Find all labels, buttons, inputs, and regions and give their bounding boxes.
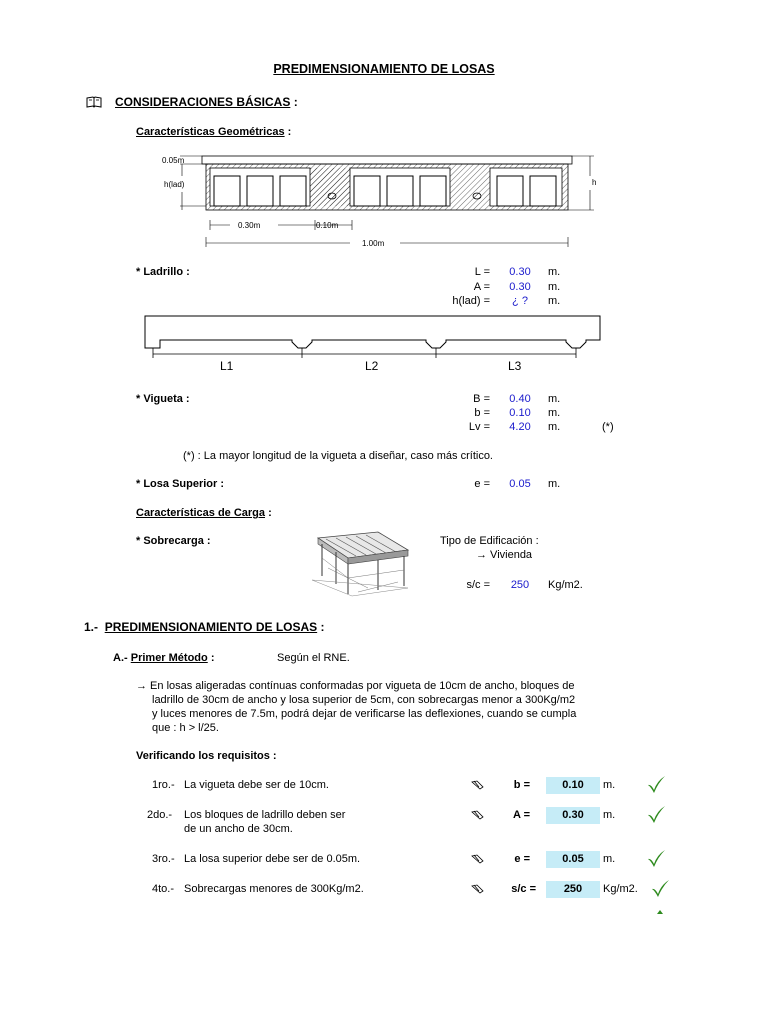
section1-colon: : [320, 620, 325, 634]
paragraph-line-3: y luces menores de 7.5m, podrá dejar de verificarse las deflexiones, cuando se cumpla [152, 708, 577, 720]
req4-text: Sobrecargas menores de 300Kg/m2. [184, 883, 364, 895]
losa-superior-name: e = [474, 478, 490, 490]
req2-num: 2do.- [147, 809, 173, 821]
metodo-colon: : [210, 652, 215, 664]
pointer-icon [471, 854, 485, 867]
req4-value: 250 [546, 881, 600, 898]
req4-num: 4to.- [152, 883, 175, 895]
geom-heading-label: Características Geométricas [136, 126, 285, 138]
ladrillo-A-unit: m. [548, 281, 561, 293]
paragraph-line-2: ladrillo de 30cm de ancho y losa superior de 5cm, con sobrecargas menor a 300Kg/m2 [152, 694, 576, 706]
req2-text2: de un ancho de 30cm. [184, 823, 293, 835]
check-icon [650, 878, 670, 901]
paragraph-line-1: → En losas aligeradas contínuas conformadas por vigueta de 10cm de ancho, bloques de [136, 680, 575, 692]
check-icon [646, 804, 666, 827]
metodo-label: Primer Método [130, 652, 208, 664]
ladrillo-hlad-value: ¿ ? [512, 295, 528, 307]
losa-superior-label: * Losa Superior : [136, 478, 225, 490]
pointer-icon [471, 780, 485, 793]
sc-value: 250 [510, 579, 530, 591]
vigueta-Lv-name: Lv = [468, 421, 490, 433]
section1-label: PREDIMENSIONAMIENTO DE LOSAS [104, 620, 318, 634]
req2-text: Los bloques de ladrillo deben ser [184, 809, 346, 821]
vigueta-Lv-note: (*) [602, 421, 614, 433]
req2-var: A = [512, 809, 530, 821]
losa-superior-unit: m. [548, 478, 561, 490]
sc-name: s/c = [466, 579, 490, 591]
ladrillo-L-value: 0.30 [509, 266, 531, 278]
dim-h: h [592, 178, 597, 187]
req3-num: 3ro.- [152, 853, 175, 865]
vigueta-B-unit: m. [548, 393, 561, 405]
vigueta-B-name: B = [473, 393, 490, 405]
dim-030: 0.30m [238, 221, 261, 230]
req3-text: La losa superior debe ser de 0.05m. [184, 853, 361, 865]
metodo-heading [113, 652, 214, 664]
span-l3: L3 [508, 359, 522, 373]
section1-heading [84, 620, 325, 634]
vigueta-label: * Vigueta : [136, 393, 190, 405]
slab-cross-section [150, 148, 610, 253]
ladrillo-hlad-name: h(lad) = [452, 295, 490, 307]
geom-heading [136, 126, 291, 138]
span-l1: L1 [220, 359, 234, 373]
carga-heading-colon: : [268, 507, 272, 519]
section1-number: 1.- [84, 620, 99, 634]
consideraciones-label: CONSIDERACIONES BÁSICAS [115, 95, 291, 109]
ladrillo-L-unit: m. [548, 266, 561, 278]
sc-unit: Kg/m2. [548, 579, 583, 591]
req1-text: La vigueta debe ser de 10cm. [184, 779, 329, 791]
metodo-prefix: A.- [113, 652, 128, 664]
pointer-icon [471, 810, 485, 823]
span-l2: L2 [365, 359, 379, 373]
req3-var: e = [514, 853, 530, 865]
req1-value: 0.10 [546, 777, 600, 794]
carga-heading [136, 507, 272, 519]
vigueta-footnote: (*) : La mayor longitud de la vigueta a diseñar, caso más crítico. [183, 450, 493, 462]
tipo-edificacion-label: Tipo de Edificación : [440, 535, 539, 547]
vigueta-b-unit: m. [548, 407, 561, 419]
ladrillo-L-name: L = [474, 266, 490, 278]
pointer-icon [471, 884, 485, 897]
dim-hlad: h(lad) [164, 180, 185, 189]
req3-value: 0.05 [546, 851, 600, 868]
carga-heading-label: Características de Carga [136, 507, 266, 519]
building-sketch-image [308, 528, 412, 598]
paragraph-line-4: que : h > l/25. [152, 722, 219, 734]
dim-005: 0.05m [162, 156, 185, 165]
consideraciones-heading [115, 95, 298, 109]
dim-100: 1.00m [362, 239, 385, 248]
verif-heading: Verificando los requisitos : [136, 750, 277, 762]
sobrecarga-label: * Sobrecarga : [136, 535, 211, 547]
ladrillo-A-value: 0.30 [509, 281, 531, 293]
req1-var: b = [513, 779, 530, 791]
vigueta-b-name: b = [474, 407, 490, 419]
vigueta-Lv-value: 4.20 [509, 421, 531, 433]
ladrillo-A-name: A = [473, 281, 490, 293]
check-fragment-icon [656, 906, 664, 918]
dim-010: 0.10m [316, 221, 339, 230]
consideraciones-colon: : [293, 95, 298, 109]
req4-unit: Kg/m2. [603, 883, 638, 895]
req2-unit: m. [603, 809, 616, 821]
req1-num: 1ro.- [152, 779, 175, 791]
req4-var: s/c = [511, 883, 536, 895]
vigueta-B-value: 0.40 [509, 393, 531, 405]
check-icon [646, 848, 666, 871]
ladrillo-hlad-unit: m. [548, 295, 561, 307]
check-icon [646, 774, 666, 797]
req1-unit: m. [603, 779, 616, 791]
page-title: PREDIMENSIONAMIENTO DE LOSAS [273, 62, 495, 76]
vigueta-Lv-unit: m. [548, 421, 561, 433]
req3-unit: m. [603, 853, 616, 865]
span-diagram [140, 314, 610, 376]
vigueta-b-value: 0.10 [509, 407, 531, 419]
metodo-desc: Según el RNE. [277, 652, 350, 664]
ladrillo-label: * Ladrillo : [136, 266, 190, 278]
book-icon [86, 96, 102, 111]
geom-heading-colon: : [287, 126, 292, 138]
losa-superior-value: 0.05 [509, 478, 531, 490]
tipo-edificacion-value: → Vivienda [476, 549, 533, 561]
req2-value: 0.30 [546, 807, 600, 824]
